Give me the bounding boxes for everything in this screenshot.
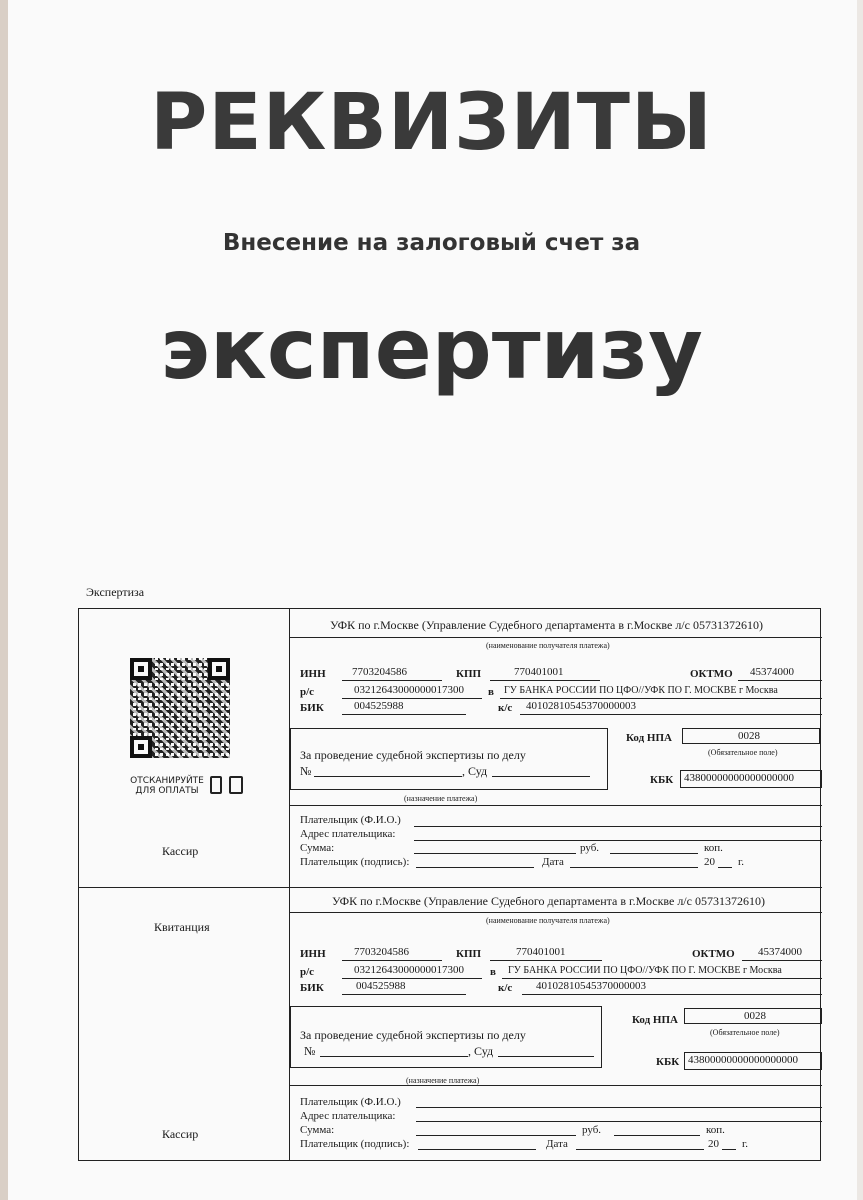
sum-label: Сумма: (300, 1124, 335, 1136)
oktmo-label: ОКТМО (690, 668, 733, 680)
signature-field[interactable] (416, 867, 534, 868)
purpose-caption: (назначение платежа) (406, 1076, 480, 1085)
purpose-text: За проведение судебной экспертизы по делу (300, 748, 526, 762)
qr-code (130, 658, 230, 758)
purpose-divider (290, 1085, 822, 1086)
recipient-name: УФК по г.Москве (Управление Судебного департамента в г.Москве л/с 05731372610) (330, 618, 763, 632)
case-number-label: № (300, 764, 312, 778)
purpose-divider (290, 805, 822, 806)
payer-address-field[interactable] (416, 1121, 822, 1122)
kop-label: коп. (706, 1124, 725, 1136)
ks-underline (520, 714, 822, 715)
mandatory-caption: (Обязательное поле) (708, 748, 778, 757)
terminal-icon (229, 776, 243, 794)
court-field[interactable] (492, 776, 590, 777)
bank-prefix: в (488, 686, 494, 698)
sum-kop-field[interactable] (614, 1135, 700, 1136)
phone-icon (210, 776, 222, 794)
payer-field[interactable] (414, 826, 822, 827)
case-number-field[interactable] (320, 1056, 468, 1057)
bik-underline (342, 994, 466, 995)
kpp-value: 770401001 (514, 666, 564, 678)
oktmo-value: 45374000 (758, 946, 802, 958)
recipient-name: УФК по г.Москве (Управление Судебного департамента в г.Москве л/с 05731372610) (332, 894, 765, 908)
kbk-label: КБК (656, 1056, 680, 1068)
recipient-caption: (наименование получателя платежа) (486, 641, 610, 650)
case-number-field[interactable] (314, 776, 462, 777)
ks-value: 40102810545370000003 (536, 980, 646, 992)
bank-name: ГУ БАНКА РОССИИ ПО ЦФО//УФК ПО Г. МОСКВЕ г Москва (504, 685, 778, 696)
slip-receipt (290, 888, 822, 1161)
page-subtitle: Внесение на залоговый счет за (222, 230, 641, 256)
rs-underline (342, 978, 482, 979)
payer-label: Плательщик (Ф.И.О.) (300, 1096, 401, 1108)
kpp-value: 770401001 (516, 946, 566, 958)
inn-underline (342, 960, 442, 961)
recipient-caption: (наименование получателя платежа) (486, 916, 610, 925)
ks-label: к/с (498, 982, 513, 994)
bik-underline (342, 714, 466, 715)
qr-finder-top-right (208, 658, 230, 680)
signature-label: Плательщик (подпись): (300, 856, 410, 868)
recipient-underline (290, 637, 822, 638)
kpp-label: КПП (456, 668, 482, 680)
date-label: Дата (542, 856, 564, 868)
year-suffix: г. (738, 856, 745, 868)
signature-label: Плательщик (подпись): (300, 1138, 410, 1150)
payer-field[interactable] (416, 1107, 822, 1108)
inn-underline (342, 680, 442, 681)
payer-address-label: Адрес плательщика: (300, 1110, 396, 1122)
ks-value: 40102810545370000003 (526, 700, 636, 712)
kbk-value: 43800000000000000000 (684, 772, 794, 784)
qr-finder-bottom-left (130, 736, 152, 758)
paper-edge-right (857, 0, 863, 1200)
scan-line-2: ДЛЯ ОПЛАТЫ (135, 786, 199, 796)
oktmo-underline (738, 680, 822, 681)
rs-underline (342, 698, 482, 699)
ks-underline (522, 994, 822, 995)
mandatory-caption: (Обязательное поле) (710, 1028, 780, 1037)
slip-notice (290, 608, 822, 887)
sum-rub-field[interactable] (414, 853, 576, 854)
bik-label: БИК (300, 982, 324, 994)
receipt-label: Квитанция (154, 920, 210, 934)
kbk-value: 43800000000000000000 (688, 1054, 798, 1066)
kbk-label: КБК (650, 774, 674, 786)
bank-name: ГУ БАНКА РОССИИ ПО ЦФО//УФК ПО Г. МОСКВЕ г Москва (508, 965, 782, 976)
payer-address-label: Адрес плательщика: (300, 828, 396, 840)
page-title-secondary: экспертизу (160, 300, 703, 398)
scan-instruction (126, 776, 208, 796)
rs-value: 03212643000000017300 (354, 964, 464, 976)
rub-label: руб. (580, 842, 600, 854)
signature-field[interactable] (418, 1149, 536, 1150)
court-label: , Суд (468, 1044, 494, 1058)
date-field[interactable] (570, 867, 698, 868)
rs-label: р/с (300, 686, 315, 698)
page-title: РЕКВИЗИТЫ (150, 78, 713, 168)
year-field[interactable] (718, 867, 732, 868)
kod-npa-value: 0028 (744, 1010, 766, 1022)
kod-npa-label: Код НПА (632, 1014, 678, 1026)
date-label: Дата (546, 1138, 568, 1150)
paper-edge (0, 0, 8, 1200)
case-number-label: № (304, 1044, 316, 1058)
year-suffix: г. (742, 1138, 749, 1150)
sum-kop-field[interactable] (610, 853, 698, 854)
purpose-text: За проведение судебной экспертизы по делу (300, 1028, 526, 1042)
date-field[interactable] (576, 1149, 704, 1150)
inn-value: 7703204586 (352, 666, 407, 678)
bank-underline (502, 978, 822, 979)
inn-value: 7703204586 (354, 946, 409, 958)
payer-label: Плательщик (Ф.И.О.) (300, 814, 401, 826)
scan-line-1: ОТСКАНИРУЙТЕ (130, 776, 204, 786)
kpp-underline (490, 960, 602, 961)
oktmo-label: ОКТМО (692, 948, 735, 960)
qr-finder-top-left (130, 658, 152, 680)
rub-label: руб. (582, 1124, 602, 1136)
cashier-label-bottom: Кассир (162, 1127, 199, 1141)
ks-label: к/с (498, 702, 513, 714)
inn-label: ИНН (300, 668, 326, 680)
form-label: Экспертиза (86, 585, 145, 599)
bik-label: БИК (300, 702, 324, 714)
court-label: , Суд (462, 764, 488, 778)
kop-label: коп. (704, 842, 723, 854)
kod-npa-label: Код НПА (626, 732, 672, 744)
kpp-underline (490, 680, 600, 681)
oktmo-underline (742, 960, 822, 961)
bik-value: 004525988 (356, 980, 406, 992)
oktmo-value: 45374000 (750, 666, 794, 678)
year-prefix: 20 (704, 856, 715, 868)
bik-value: 004525988 (354, 700, 404, 712)
purpose-caption: (назначение платежа) (404, 794, 478, 803)
sum-rub-field[interactable] (416, 1135, 576, 1136)
bank-underline (500, 698, 822, 699)
cashier-label-top: Кассир (162, 844, 199, 858)
year-field[interactable] (722, 1149, 736, 1150)
year-prefix: 20 (708, 1138, 719, 1150)
kod-npa-value: 0028 (738, 730, 760, 742)
court-field[interactable] (498, 1056, 594, 1057)
sum-label: Сумма: (300, 842, 335, 854)
kpp-label: КПП (456, 948, 482, 960)
inn-label: ИНН (300, 948, 326, 960)
bank-prefix: в (490, 966, 496, 978)
payer-address-field[interactable] (414, 840, 822, 841)
rs-value: 03212643000000017300 (354, 684, 464, 696)
recipient-underline (290, 912, 822, 913)
rs-label: р/с (300, 966, 315, 978)
